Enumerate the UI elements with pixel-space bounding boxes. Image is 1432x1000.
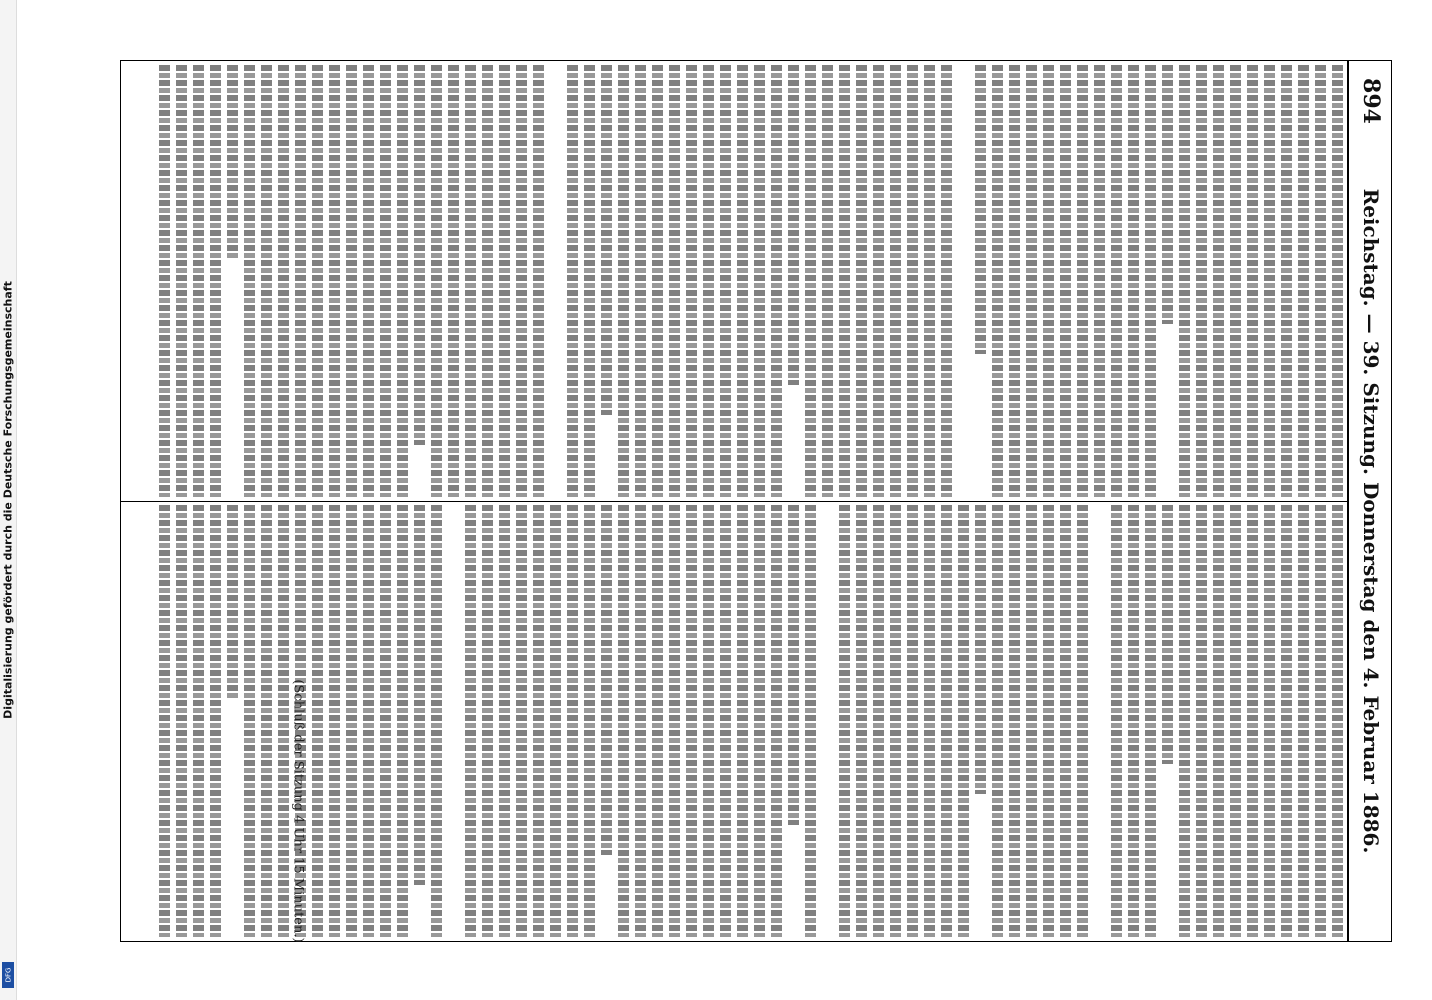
text-line bbox=[1026, 65, 1037, 497]
text-line bbox=[431, 65, 442, 497]
text-line bbox=[618, 505, 629, 937]
text-line bbox=[601, 65, 612, 415]
text-line bbox=[907, 65, 918, 497]
text-line bbox=[1315, 65, 1326, 497]
text-line bbox=[941, 65, 952, 497]
text-line bbox=[516, 505, 527, 937]
text-line bbox=[1196, 505, 1207, 937]
text-line bbox=[397, 505, 408, 937]
text-line bbox=[754, 65, 765, 497]
text-line bbox=[1077, 505, 1088, 937]
text-line bbox=[873, 65, 884, 497]
text-line bbox=[159, 65, 170, 497]
text-line bbox=[1043, 505, 1054, 937]
text-line bbox=[788, 505, 799, 825]
text-line bbox=[669, 505, 680, 937]
text-line bbox=[193, 65, 204, 497]
text-line bbox=[1026, 505, 1037, 937]
text-line bbox=[1213, 505, 1224, 937]
text-line bbox=[1247, 505, 1258, 937]
text-line bbox=[737, 65, 748, 497]
text-line bbox=[244, 65, 255, 497]
text-line bbox=[363, 65, 374, 497]
text-line bbox=[1247, 65, 1258, 497]
text-line bbox=[737, 505, 748, 937]
text-line bbox=[533, 505, 544, 937]
text-line bbox=[346, 65, 357, 497]
text-line bbox=[652, 505, 663, 937]
text-line bbox=[907, 505, 918, 937]
text-line bbox=[516, 65, 527, 497]
text-line bbox=[686, 65, 697, 497]
page-number: 894 bbox=[1358, 78, 1384, 124]
text-line bbox=[720, 65, 731, 497]
column-left bbox=[121, 65, 1349, 497]
text-line bbox=[1298, 65, 1309, 497]
text-line bbox=[1043, 65, 1054, 497]
column-divider bbox=[121, 501, 1349, 502]
text-line bbox=[380, 65, 391, 497]
text-line bbox=[635, 65, 646, 497]
text-line bbox=[703, 65, 714, 497]
text-line bbox=[771, 65, 782, 497]
text-line bbox=[1179, 505, 1190, 937]
text-line bbox=[703, 505, 714, 937]
text-line bbox=[805, 505, 816, 937]
end-note bbox=[290, 679, 306, 943]
text-line bbox=[1162, 65, 1173, 324]
text-line bbox=[159, 505, 170, 937]
credit-strip bbox=[0, 0, 17, 1000]
text-line bbox=[1060, 505, 1071, 937]
text-line bbox=[635, 505, 646, 937]
text-line bbox=[329, 65, 340, 497]
text-line bbox=[1162, 505, 1173, 764]
text-line bbox=[176, 65, 187, 497]
document-page bbox=[120, 60, 1392, 942]
dfg-logo-text: DFG bbox=[4, 967, 12, 983]
text-line bbox=[788, 65, 799, 385]
text-line bbox=[924, 505, 935, 937]
text-line bbox=[1230, 505, 1241, 937]
text-line bbox=[227, 505, 238, 699]
text-line bbox=[958, 505, 969, 937]
text-line bbox=[448, 65, 459, 497]
text-line bbox=[1315, 505, 1326, 937]
text-line bbox=[1077, 65, 1088, 497]
text-line bbox=[686, 505, 697, 937]
text-line bbox=[414, 65, 425, 445]
text-line bbox=[1264, 65, 1275, 497]
text-line bbox=[975, 65, 986, 354]
text-line bbox=[227, 65, 238, 259]
text-line bbox=[261, 505, 272, 937]
dfg-logo-icon bbox=[2, 962, 14, 988]
text-line bbox=[278, 505, 289, 937]
text-line bbox=[210, 65, 221, 497]
text-block bbox=[159, 65, 1343, 497]
text-line bbox=[550, 505, 561, 937]
text-line bbox=[1060, 65, 1071, 497]
text-line bbox=[856, 505, 867, 937]
text-line bbox=[992, 65, 1003, 497]
page-title: Reichstag. — 39. Sitzung. Donnerstag den 4. Februar 1886. bbox=[1359, 188, 1383, 854]
text-line bbox=[992, 505, 1003, 937]
text-line bbox=[465, 65, 476, 497]
text-line bbox=[312, 505, 323, 937]
text-line bbox=[720, 505, 731, 937]
text-line bbox=[1145, 65, 1156, 497]
text-line bbox=[873, 505, 884, 937]
text-line bbox=[1128, 505, 1139, 937]
text-line bbox=[499, 505, 510, 937]
page-header bbox=[1351, 61, 1391, 941]
text-line bbox=[1094, 65, 1105, 497]
text-line bbox=[652, 65, 663, 497]
text-line bbox=[1009, 505, 1020, 937]
text-block bbox=[159, 505, 1343, 937]
text-line bbox=[1213, 65, 1224, 497]
text-line bbox=[839, 505, 850, 937]
text-line bbox=[601, 505, 612, 855]
text-line bbox=[346, 505, 357, 937]
text-line bbox=[890, 65, 901, 497]
text-line bbox=[278, 65, 289, 497]
text-line bbox=[975, 505, 986, 794]
text-line bbox=[465, 505, 476, 937]
text-line bbox=[1111, 65, 1122, 497]
end-note-text: (Schluß der Sitzung 4 Uhr 15 Minuten.) bbox=[290, 679, 306, 943]
text-line bbox=[244, 505, 255, 937]
text-line bbox=[1145, 505, 1156, 937]
text-line bbox=[329, 505, 340, 937]
text-line bbox=[1332, 505, 1343, 937]
text-line bbox=[210, 505, 221, 937]
text-line bbox=[567, 65, 578, 497]
text-line bbox=[805, 65, 816, 497]
text-line bbox=[363, 505, 374, 937]
text-line bbox=[1196, 65, 1207, 497]
text-line bbox=[941, 505, 952, 937]
text-line bbox=[924, 65, 935, 497]
text-line bbox=[380, 505, 391, 937]
text-line bbox=[754, 505, 765, 937]
text-line bbox=[295, 65, 306, 497]
text-line bbox=[1128, 65, 1139, 497]
text-line bbox=[482, 65, 493, 497]
text-line bbox=[669, 65, 680, 497]
text-line bbox=[1009, 65, 1020, 497]
text-line bbox=[839, 65, 850, 497]
text-line bbox=[567, 505, 578, 937]
text-line bbox=[584, 505, 595, 937]
text-line bbox=[618, 65, 629, 497]
text-line bbox=[499, 65, 510, 497]
text-line bbox=[1281, 505, 1292, 937]
text-line bbox=[771, 505, 782, 937]
text-line bbox=[176, 505, 187, 937]
text-line bbox=[1264, 505, 1275, 937]
text-line bbox=[822, 65, 833, 497]
credit-text: Digitalisierung gefördert durch die Deutsche Forschungsgemeinschaft bbox=[1, 281, 15, 719]
text-line bbox=[584, 65, 595, 497]
text-line bbox=[414, 505, 425, 885]
text-line bbox=[856, 65, 867, 497]
text-line bbox=[1230, 65, 1241, 497]
text-line bbox=[397, 65, 408, 497]
text-line bbox=[193, 505, 204, 937]
text-line bbox=[1179, 65, 1190, 497]
text-line bbox=[431, 505, 442, 937]
text-line bbox=[1298, 505, 1309, 937]
text-line bbox=[1281, 65, 1292, 497]
text-line bbox=[1111, 505, 1122, 937]
text-line bbox=[890, 505, 901, 937]
text-line bbox=[482, 505, 493, 937]
text-line bbox=[312, 65, 323, 497]
text-line bbox=[533, 65, 544, 497]
text-line bbox=[1332, 65, 1343, 497]
text-line bbox=[261, 65, 272, 497]
